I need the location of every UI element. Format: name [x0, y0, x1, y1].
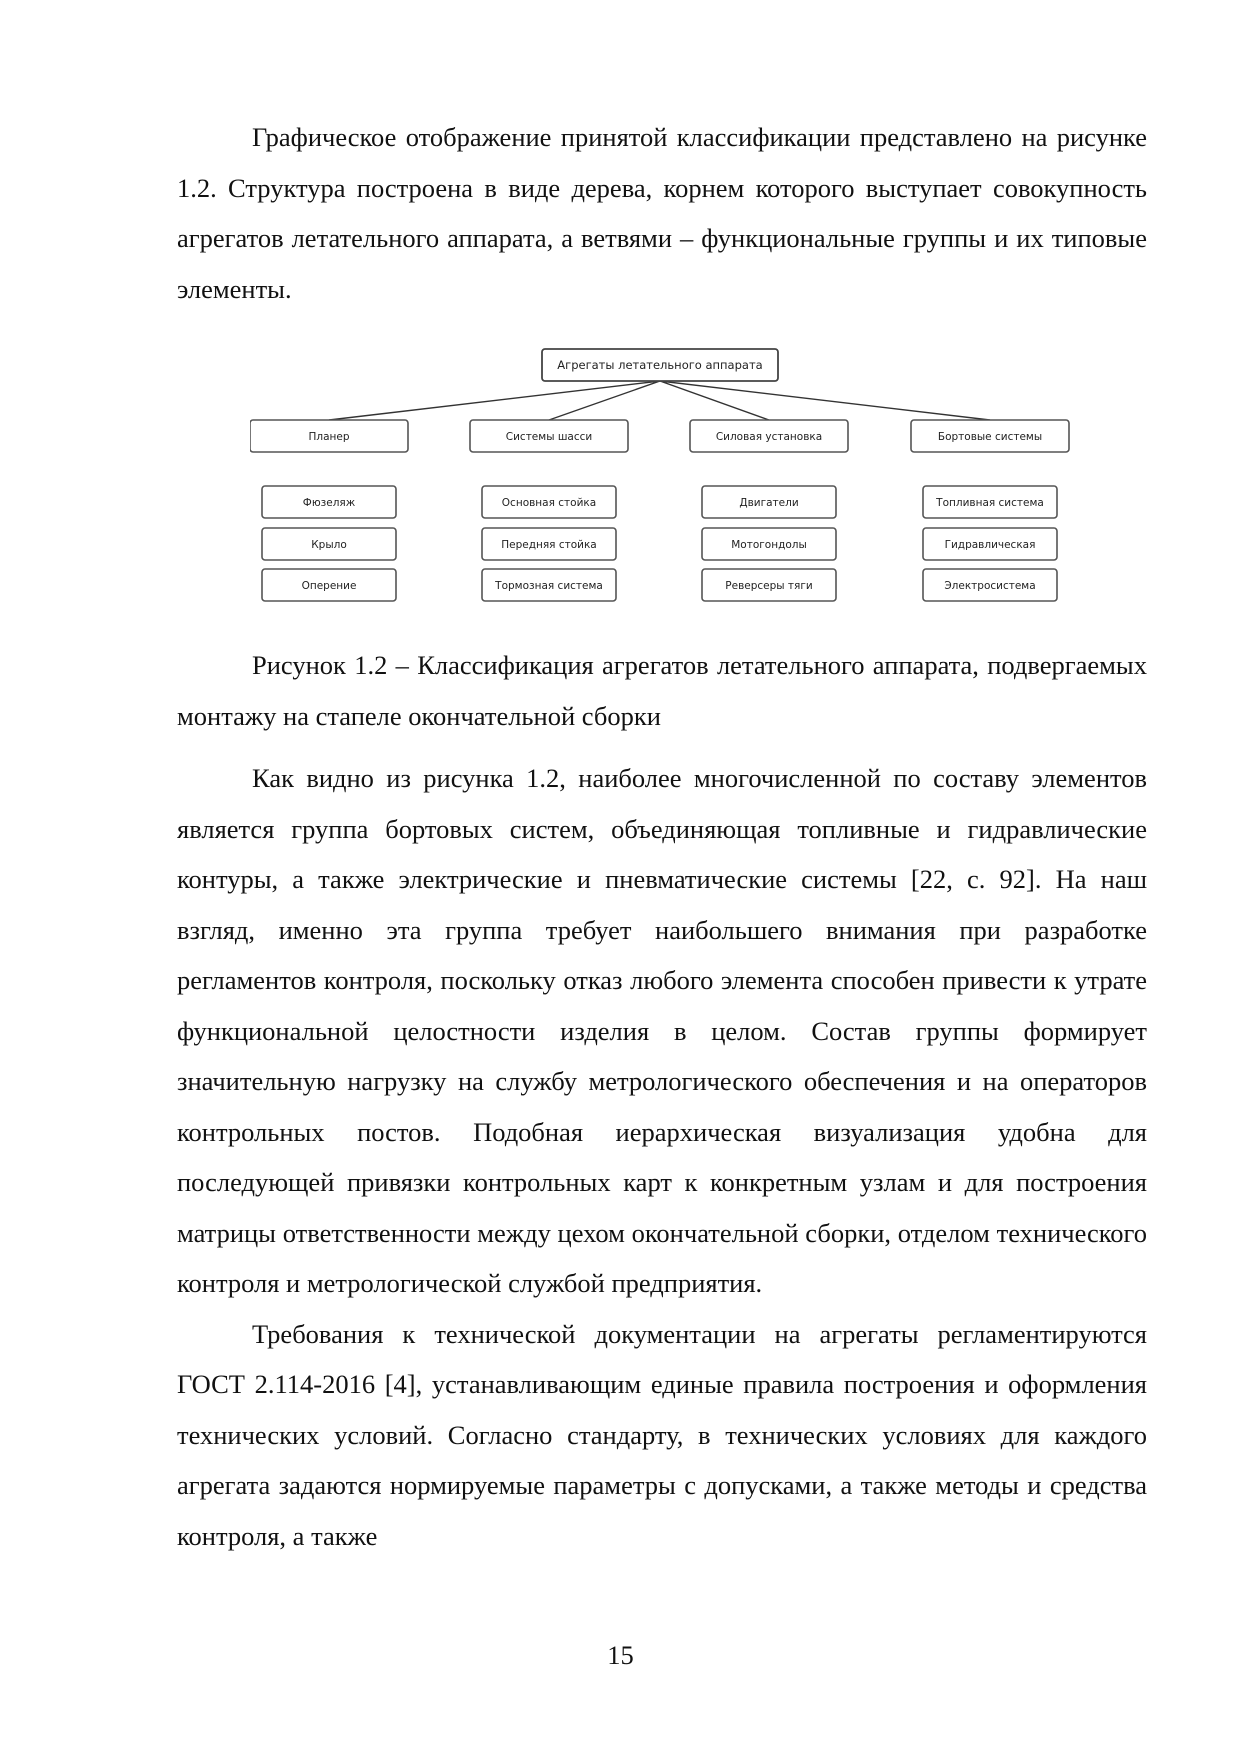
classification-tree-diagram: [250, 348, 1070, 608]
tree-leaf-node: [923, 528, 1057, 560]
page-number: 15: [607, 1640, 634, 1670]
tree-leaf-label: Двигатели: [739, 497, 799, 509]
body-paragraph-1: Как видно из рисунка 1.2, наиболее многочисленной по составу элементов является группа бортовых систем, объединяющая топливные и гидравлические контуры, а также электрические и пневматические системы [22, с. 92]. На наш взгляд, именно эта группа требует наибольшего внимания при разработке регламентов контроля, поскольку отказ любого элемента способен привести к утрате функциональной целостности изделия в целом. Состав группы формирует значительную нагрузку на службу метрологического обеспечения и на операторов контрольных постов. Подобная иерархическая визуализация удобна для последующей привязки контрольных карт к конкретным узлам и для построения матрицы ответственности между цехом окончательной сборки, отделом технического контроля и метрологической службой предприятия.: [177, 763, 1147, 1298]
tree-leaf-node: [482, 528, 616, 560]
tree-leaf-node: [262, 486, 396, 518]
tree-leaf-node: [702, 528, 836, 560]
tree-root-node: [542, 349, 778, 381]
tree-leaf-node: [923, 569, 1057, 601]
tree-leaf-node: [702, 486, 836, 518]
page-content: [177, 112, 1147, 1561]
tree-group-label: Силовая установка: [715, 431, 823, 443]
tree-root-label: Агрегаты летательного аппарата: [557, 358, 763, 372]
tree-leaf-label: Основная стойка: [501, 497, 597, 509]
tree-edge: [329, 381, 660, 420]
tree-leaf-label: Передняя стойка: [501, 539, 597, 551]
classification-figure: [177, 314, 1147, 640]
tree-leaf-node: [262, 528, 396, 560]
tree-leaf-label: Тормозная система: [495, 580, 603, 592]
tree-leaf-label: Топливная система: [936, 497, 1044, 509]
tree-leaf-label: Оперение: [301, 580, 357, 592]
tree-group-label: Системы шасси: [505, 431, 593, 443]
tree-leaf-node: [482, 569, 616, 601]
tree-group-node: [911, 420, 1069, 452]
tree-group-label: Бортовые системы: [937, 431, 1043, 443]
tree-leaf-node: [262, 569, 396, 601]
tree-group-node: [470, 420, 628, 452]
tree-leaf-node: [702, 569, 836, 601]
tree-leaf-label: Гидравлическая: [944, 539, 1036, 551]
tree-leaf-node: [923, 486, 1057, 518]
tree-leaf-node: [482, 486, 616, 518]
body-paragraph-2: Требования к технической документации на агрегаты регламентируются ГОСТ 2.114-2016 [4], устанавливающим единые правила построения и оформления технических условий. Согласно стандарту, в технических условиях для каждого агрегата задаются нормируемые параметры с допусками, а также методы и средства контроля, а также: [177, 1318, 1147, 1551]
tree-leaf-label: Электросистема: [944, 580, 1036, 592]
tree-leaf-label: Мотогондолы: [731, 539, 807, 551]
intro-paragraph: Графическое отображение принятой классификации представлено на рисунке 1.2. Структура построена в виде дерева, корнем которого выступает совокупность агрегатов летательного аппарата, а ветвями – функциональные группы и их типовые элементы.: [177, 122, 1147, 304]
tree-leaf-label: Фюзеляж: [302, 497, 356, 509]
tree-group-node: [690, 420, 848, 452]
tree-leaf-label: Реверсеры тяги: [725, 580, 813, 592]
tree-group-node: [250, 420, 408, 452]
tree-leaf-label: Крыло: [311, 539, 347, 551]
tree-edge: [660, 381, 990, 420]
figure-caption: Рисунок 1.2 – Классификация агрегатов летательного аппарата, подвергаемых монтажу на стапеле окончательной сборки: [177, 650, 1147, 731]
tree-group-label: Планер: [308, 431, 350, 443]
